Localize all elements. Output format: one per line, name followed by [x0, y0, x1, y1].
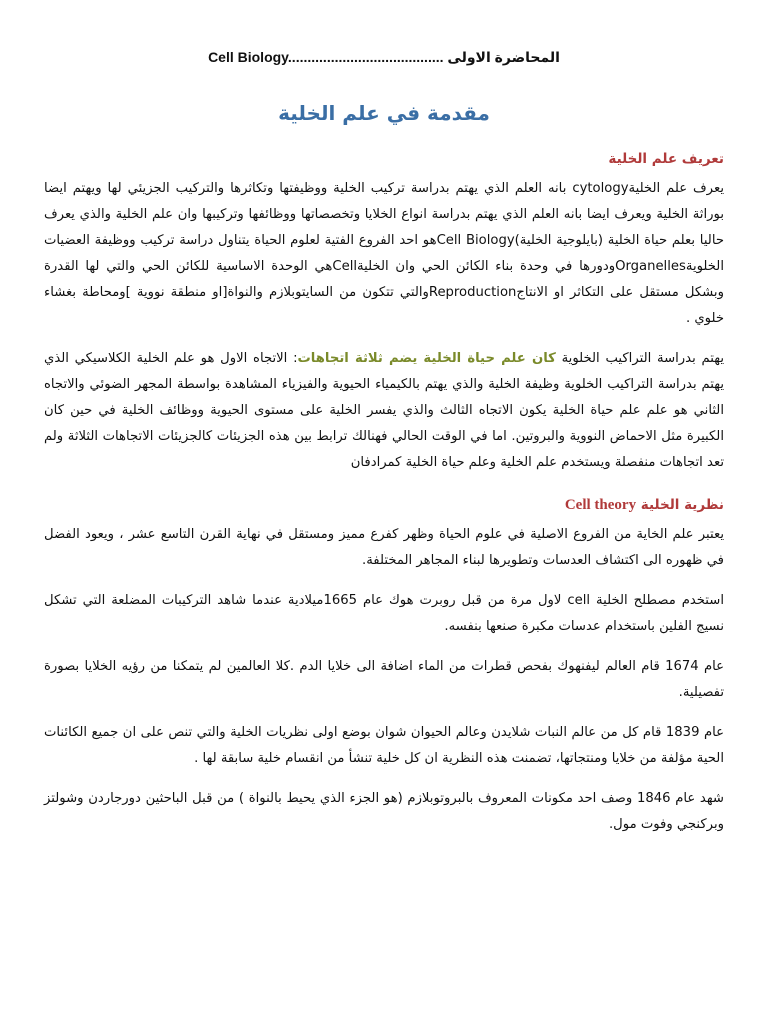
section-heading-definition: تعريف علم الخلية [608, 151, 724, 167]
paragraph-directions-start: يهتم بدراسة التراكيب الخلوية [555, 351, 724, 366]
paragraph-definition: يعرف علم الخليةcytology بانه العلم الذي يهتم بدراسة تركيب الخلية ووظيفتها وتكاثرها والتركيب الجزيئي لها ويهتم ايضا بوراثة الخلية ويعرف ايضا بانه العلم الذي يهتم بدراسة انواع الخلايا وتخصصاتها ووظائفها وتركيبها وان علم الخلية والذي يعرف حاليا بعلم حياة الخلية (بايلوجية الخلية)Cell Biologyهو احد الفروع الفتية لعلوم الحياة يتناول دراسة تركيب ووظيفة العضيات الخلويةOrganellesودورها في وحدة بناء الكائن الحي وان الخليةCellهي الوحدة الاساسية للكائن الحي والتي لها القدرة وبشكل مستقل على التكاثر او الانتاجReproductionوالتي تتكون من السايتوبلازم والنواة[او منطقة نووية ]ومحاطة بغشاء خلوي . [44, 181, 724, 326]
paragraph-theory-1: يعتبر علم الخاية من الفروع الاصلية في علوم الحياة وظهر كفرع مميز ومستقل في نهاية القرن التاسع عشر ، ويعود الفضل في ظهوره الى اكتشاف العدسات وتطويرها لبناء المجاهر المختلفة. [44, 527, 724, 568]
paragraph-theory-4: عام 1839 قام كل من عالم النبات شلايدن وعالم الحيوان شوان بوضع اولى نظريات الخلية والتي تنص على ان جميع الكائنات الحية مؤلفة من خلايا ومنتجاتها، تضمنت هذه النظرية ان كل خلية تنشأ من انقسام خلية سابقة لها . [44, 725, 724, 766]
lecture-header [44, 46, 724, 68]
paragraph-theory-5: شهد عام 1846 وصف احد مكونات المعروف بالبروتوبلازم (هو الجزء الذي يحيط بالنواة ) من قبل الباحثين دورجاردن وشولتز وبركنجي وفوت مول. [44, 791, 724, 832]
header-latin: Cell Biology........................................ [208, 49, 444, 65]
cell-theory-heading-latin: Cell theory [564, 497, 637, 513]
paragraph-theory-2: استخدم مصطلح الخلية cell لاول مرة من قبل روبرت هوك عام 1665ميلادية عندما شاهد التركيبات المضلعة التي تشكل نسيج الفلين باستخدام عدسات مكبرة صنعها بنفسه. [44, 593, 724, 634]
cell-theory-heading-arabic: نظرية الخلية [640, 497, 724, 513]
page-title: مقدمة في علم الخلية [278, 101, 490, 125]
paragraph-directions-highlight: كان علم حياة الخلية يضم ثلاثة اتجاهات [297, 351, 556, 366]
paragraph-directions [44, 346, 724, 476]
paragraph-theory-3: عام 1674 قام العالم ليفنهوك بفحص قطرات من الماء اضافة الى خلايا الدم .كلا العالمين لم يتمكنا من رؤيه الخلايا بصورة تفصيلية. [44, 659, 725, 700]
section-heading-cell-theory [44, 494, 724, 516]
header-arabic: المحاضرة الاولى [447, 49, 560, 65]
paragraph-directions-rest: : الاتجاه الاول هو علم الخلية الكلاسيكي الذي يهتم بدراسة التراكيب الخلوية وظيفة الخلية والذي يهتم بالكيمياء الحيوية والفيزياء المشاهدة بواسطة المجهر الضوئي والاتجاه الثاني هو علم علم حياة الخلية يكون الاتجاه الثالث والذي يفسر الخلية على مستوى الحيوية ووظائف الخلية في حين كان الكبيرة مثل الاحماض النووية والبروتين. اما في الوقت الحالي فهنالك ترابط بين هذه الجزيئات كالجزيئات الاتجاهات الثلاثة ولم تعد اتجاهات منفصلة ويستخدم علم الخلية وعلم حياة الخلية كمرادفان [44, 351, 724, 470]
